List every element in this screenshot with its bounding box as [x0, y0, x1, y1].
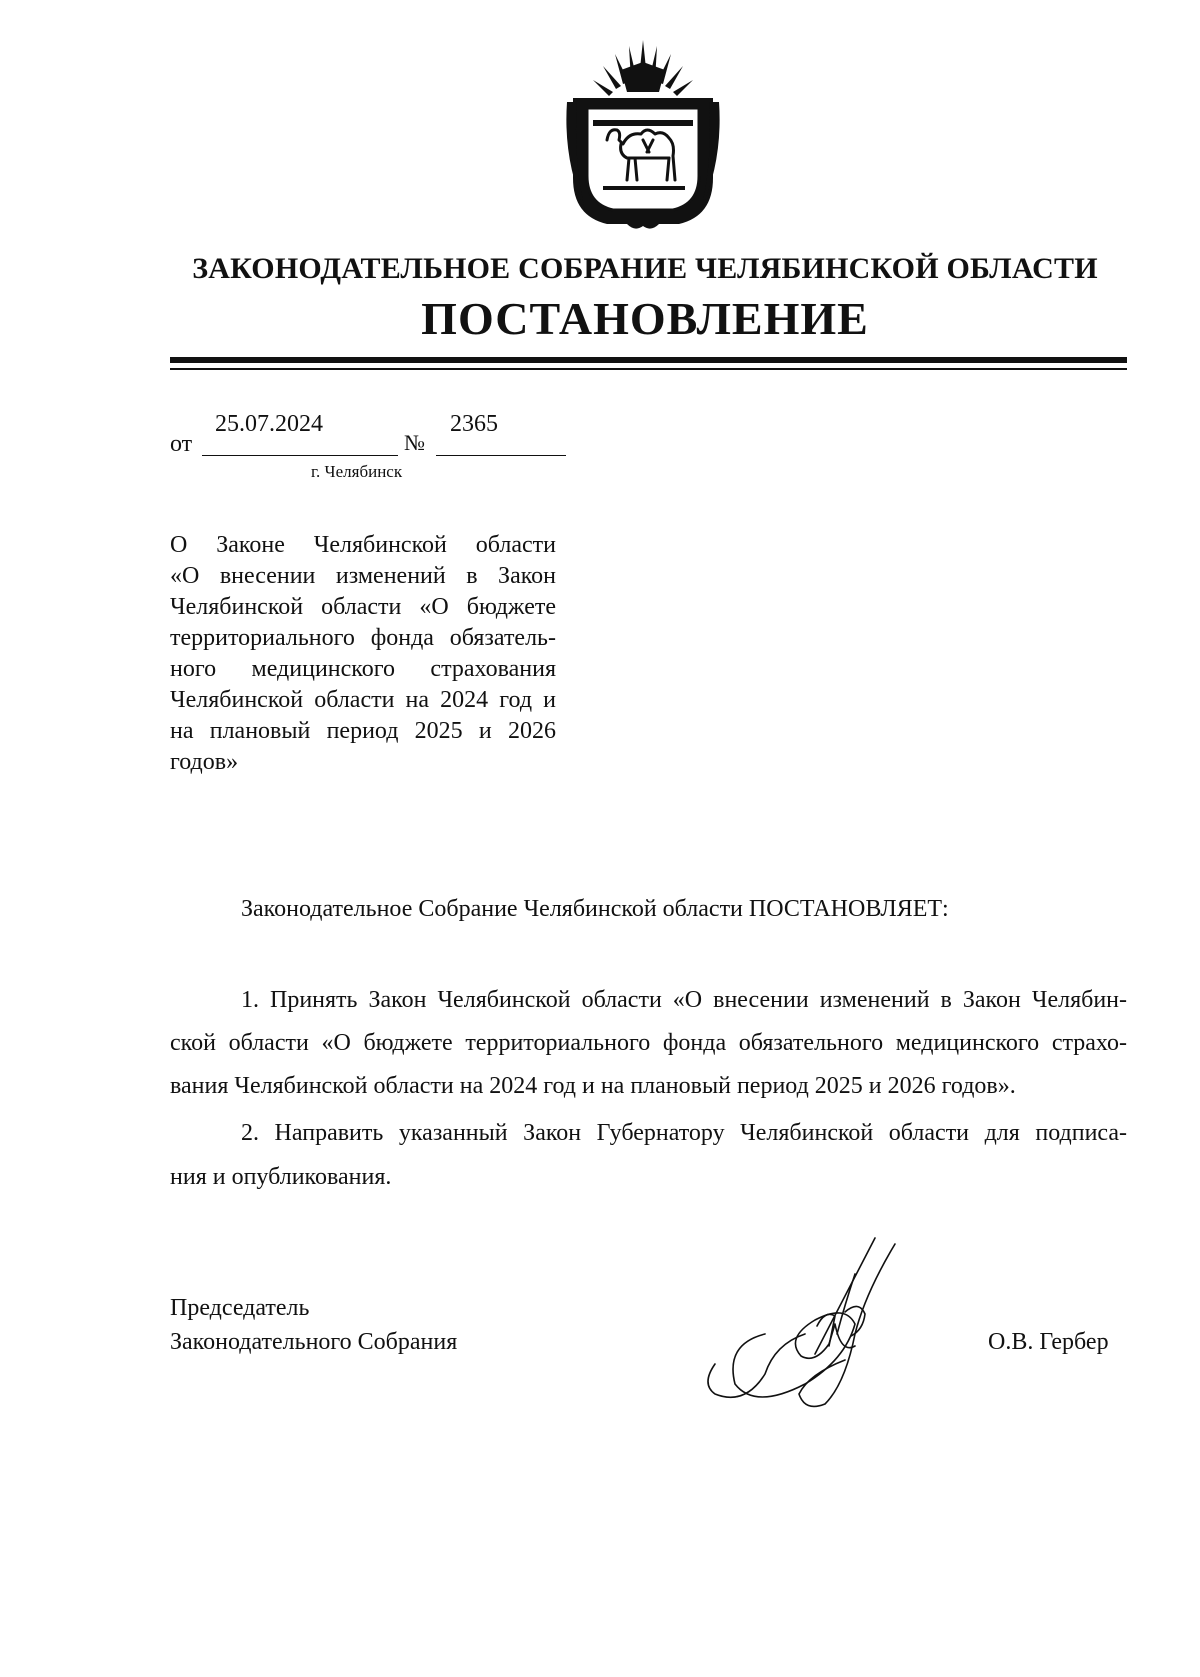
number-underline — [436, 455, 566, 456]
header-divider-thick — [170, 357, 1127, 363]
subject-line: «О внесении изменений в Закон — [170, 563, 556, 589]
item2-line: ния и опубликования. — [170, 1164, 392, 1190]
subject-line: Челябинской области «О бюджете — [170, 594, 556, 620]
organization-title: ЗАКОНОДАТЕЛЬНОЕ СОБРАНИЕ ЧЕЛЯБИНСКОЙ ОБЛАСТИ — [192, 252, 1098, 285]
document-number: 2365 — [450, 411, 498, 437]
subject-line: ного медицинского страхования — [170, 656, 556, 682]
header-divider-thin — [170, 368, 1127, 370]
subject-line: территориального фонда обязатель- — [170, 625, 556, 651]
document-subject — [170, 530, 556, 778]
signatory-position-line2: Законодательного Собрания — [170, 1329, 458, 1355]
item1-line: 1. Принять Закон Челябинской области «О внесении изменений в Закон Челябин- — [241, 987, 1127, 1013]
city: г. Челябинск — [311, 462, 403, 481]
document-date: 25.07.2024 — [215, 411, 323, 437]
handwritten-signature-icon — [705, 1234, 935, 1414]
subject-line: годов» — [170, 749, 239, 775]
date-prefix: от — [170, 431, 193, 457]
coat-of-arms-icon — [563, 40, 723, 232]
item1-line: ской области «О бюджете территориального фонда обязательного медицинского страхо- — [170, 1030, 1127, 1056]
signatory-name: О.В. Гербер — [988, 1329, 1109, 1355]
subject-line: на плановый период 2025 и 2026 — [170, 718, 556, 744]
subject-line: О Законе Челябинской области — [170, 532, 556, 558]
item1-line: вания Челябинской области на 2024 год и на плановый период 2025 и 2026 годов». — [170, 1073, 1016, 1099]
preamble: Законодательное Собрание Челябинской области ПОСТАНОВЛЯЕТ: — [241, 896, 949, 922]
item2-line: 2. Направить указанный Закон Губернатору Челябинской области для подписа- — [241, 1120, 1127, 1146]
number-prefix: № — [404, 430, 425, 455]
signatory-position-line1: Председатель — [170, 1295, 310, 1321]
document-type-title: ПОСТАНОВЛЕНИЕ — [421, 293, 869, 344]
date-underline — [202, 455, 398, 456]
subject-line: Челябинской области на 2024 год и — [170, 687, 556, 713]
